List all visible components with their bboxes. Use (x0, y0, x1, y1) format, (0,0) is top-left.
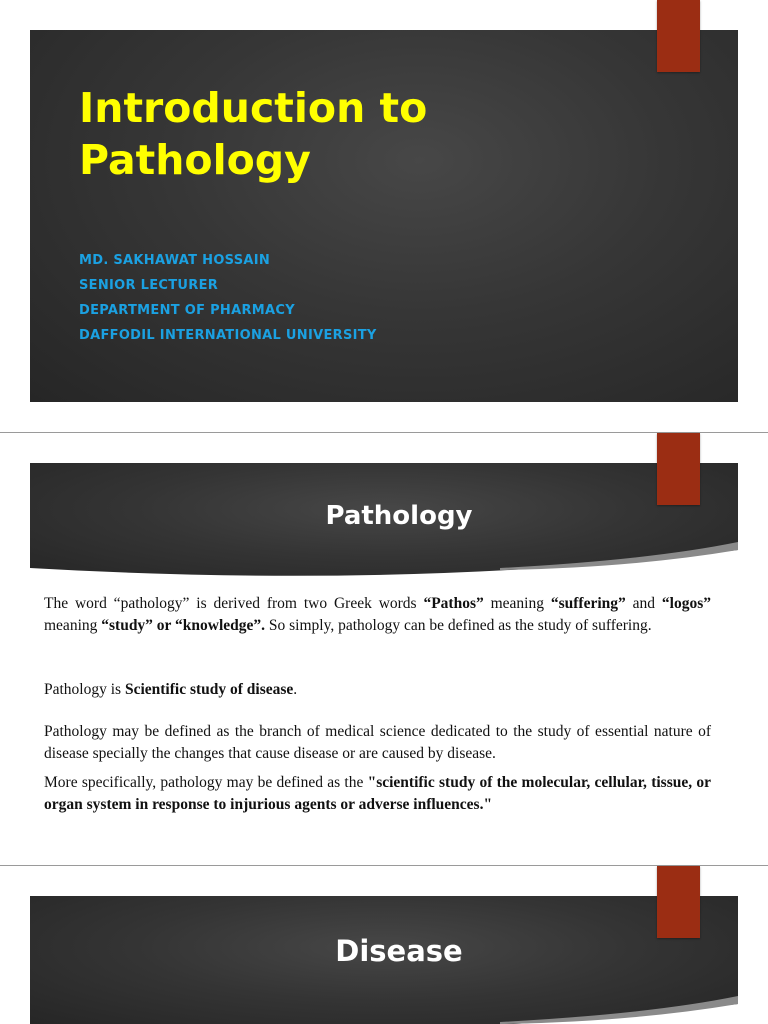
author-university: DAFFODIL INTERNATIONAL UNIVERSITY (79, 328, 377, 343)
text-run: meaning (483, 595, 551, 612)
bold-quote: "scientific study of the molecular, cellular, tissue, or organ system in response to injurious agents or adverse influences." (44, 774, 711, 813)
bookmark-ribbon (657, 0, 700, 72)
banner-curve-shape (30, 980, 738, 1024)
slide-disease (0, 866, 768, 1024)
bold-term: “logos” (661, 595, 711, 612)
author-info (79, 248, 377, 348)
bold-term: “Pathos” (423, 595, 484, 612)
text-run: More specifically, pathology may be defined as the (44, 774, 368, 791)
author-position: SENIOR LECTURER (79, 278, 219, 293)
slide-title (0, 0, 768, 432)
text-run: meaning (44, 617, 102, 634)
slide-heading: Disease (335, 934, 463, 968)
bookmark-ribbon (657, 866, 700, 938)
paragraph-definition-specific (44, 772, 711, 816)
text-run: and (625, 595, 662, 612)
text-run: Pathology is (44, 681, 125, 698)
bold-term: “suffering” (550, 595, 626, 612)
paragraph-definition-short (44, 679, 711, 701)
slide-heading: Pathology (325, 501, 473, 531)
text-run: . (293, 681, 298, 698)
text-run: The word “pathology” is derived from two Greek words (44, 595, 424, 612)
heading-banner (30, 463, 738, 578)
paragraph-definition-branch: Pathology may be defined as the branch of medical science dedicated to the study of essential nature of disease specially the changes that cause disease or are caused by disease. (44, 723, 711, 762)
paragraph-etymology (44, 593, 711, 637)
author-department: DEPARTMENT OF PHARMACY (79, 303, 295, 318)
bold-term: Scientific study of disease (124, 681, 294, 698)
heading-banner (30, 896, 738, 1024)
text-run: So simply, pathology can be defined as the study of suffering. (265, 617, 652, 634)
slide-pathology (0, 433, 768, 865)
slide-title-text: Introduction to Pathology (79, 84, 428, 184)
bold-term: “study” or “knowledge”. (101, 617, 266, 634)
banner-curve-shape (30, 528, 738, 578)
author-name: MD. SAKHAWAT HOSSAIN (79, 253, 271, 268)
bookmark-ribbon (657, 433, 700, 505)
